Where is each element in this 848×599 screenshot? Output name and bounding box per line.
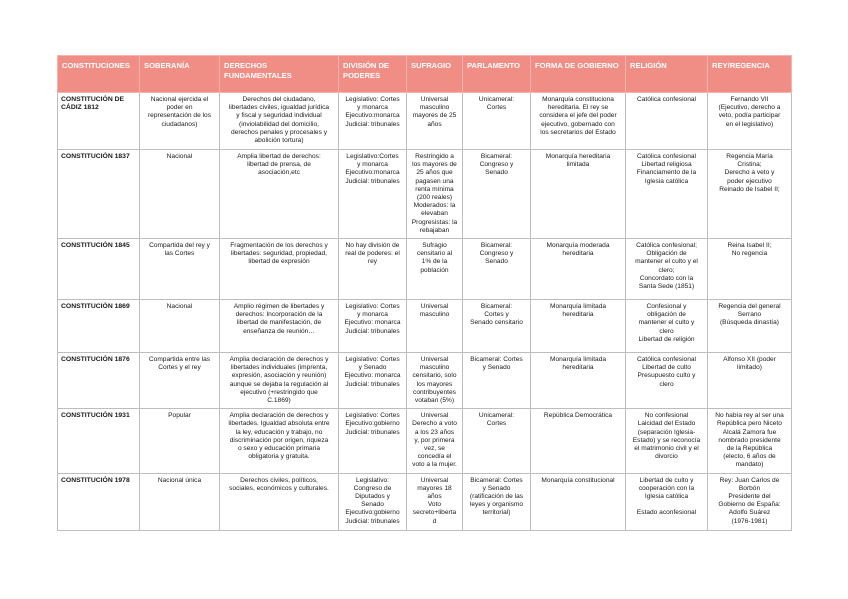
header-soberania: SOBERANÍA: [140, 56, 220, 93]
cell-soberania: Nacional: [140, 300, 220, 353]
cell-soberania: Nacional única: [140, 473, 220, 530]
table-row: [58, 473, 792, 530]
cell-parlamento: Unicameral: Cortes: [463, 93, 531, 150]
cell-rey: Reina Isabel II; No regencia: [708, 239, 792, 300]
cell-division: Legislativo: Cortes y monarca Ejecutivo: monarca Judicial: tribunales: [339, 300, 407, 353]
header-rey-regencia: REY/REGENCIA: [708, 56, 792, 93]
cell-soberania: Nacional ejercida el poder en representación de los ciudadanos): [140, 93, 220, 150]
cell-constitution: CONSTITUCIÓN 1869: [58, 300, 140, 353]
cell-forma-gobierno: Monarquía constitucional: [531, 473, 626, 530]
cell-forma-gobierno: Monarquía hereditaria limitada: [531, 150, 626, 239]
cell-religion: Confesional y obligación de mantener el culto y clero Libertad de religión: [626, 300, 708, 353]
table-row: [58, 353, 792, 409]
cell-sufragio: Restringido a los mayores de 25 años que pagasen una renta mínima (200 reales) Moderados: la elevaban Progresistas: la rebajaban: [407, 150, 463, 239]
cell-constitution: CONSTITUCIÓN 1931: [58, 409, 140, 473]
cell-division: Legislativo: Cortes Ejecutivo:gobierno Judicial: tribunales: [339, 409, 407, 473]
table-row: [58, 409, 792, 473]
cell-soberania: Compartida del rey y las Cortes: [140, 239, 220, 300]
cell-division: Legislativo: Congreso de Diputados y Senado Ejecutivo:gobierno Judicial: tribunales: [339, 473, 407, 530]
cell-rey: Fernando VII (Ejecutivo, derecho a veto, podía participar en el legislativo): [708, 93, 792, 150]
cell-sufragio: Universal mayores 18 años Voto secreto+liberta d: [407, 473, 463, 530]
cell-forma-gobierno: Monarquía limitada hereditaria: [531, 300, 626, 353]
cell-sufragio: Universal masculino censitario, solo los mayores contribuyentes votaban (5%): [407, 353, 463, 409]
cell-parlamento: Unicameral: Cortes: [463, 409, 531, 473]
cell-parlamento: Bicameral: Cortes y Senado (ratificación de las leyes y organismo territorial): [463, 473, 531, 530]
constitutions-table: [57, 55, 792, 531]
cell-constitution: CONSTITUCIÓN 1978: [58, 473, 140, 530]
table-row: [58, 239, 792, 300]
cell-rey: No había rey al ser una República pero Niceto Alcalá Zamora fue nombrado presidente de la República (electo, 6 años de mandato): [708, 409, 792, 473]
table-row: [58, 93, 792, 150]
header-sufragio: SUFRAGIO: [407, 56, 463, 93]
cell-constitution: CONSTITUCIÓN 1837: [58, 150, 140, 239]
cell-rey: Regencia del general Serrano (Búsqueda dinastía): [708, 300, 792, 353]
cell-rey: Regencia María Cristina; Derecho a veto y poder ejecutivo Reinado de Isabel II;: [708, 150, 792, 239]
cell-constitution: CONSTITUCIÓN DE CÁDIZ 1812: [58, 93, 140, 150]
cell-sufragio: Universal Derecho a voto a los 23 años y, por primera vez, se concedía el voto a la mujer.: [407, 409, 463, 473]
cell-sufragio: Universal masculino: [407, 300, 463, 353]
cell-derechos: Fragmentación de los derechos y libertades: seguridad, propiedad, libertad de expresión: [220, 239, 339, 300]
cell-sufragio: Sufragio censitario al 1% de la población: [407, 239, 463, 300]
cell-derechos: Amplia declaración de derechos y libertades individuales (imprenta, expresión, asociación y reunión) aunque se dejaba la regulación al ejecutivo (+restringido que C.1869): [220, 353, 339, 409]
cell-parlamento: Bicameral: Congreso y Senado: [463, 150, 531, 239]
cell-division: No hay división de real de poderes: el rey: [339, 239, 407, 300]
header-row: [58, 56, 792, 93]
header-division-poderes: DIVISIÓN DE PODERES: [339, 56, 407, 93]
cell-religion: Católica confesional: [626, 93, 708, 150]
cell-religion: Católica confesional Libertad de culto Presupuesto culto y clero: [626, 353, 708, 409]
cell-religion: Católica confesional Libertad religiosa Financiamento de la Iglesia católica: [626, 150, 708, 239]
cell-division: Legislativo:Cortes y monarca Ejecutivo:monarca Judicial: tribunales: [339, 150, 407, 239]
cell-forma-gobierno: Monarquía constituciona hereditaria. El rey se considera el jefe del poder ejecutivo, gobernado con los secretarios del Estado: [531, 93, 626, 150]
cell-religion: Católica confesional; Obligación de mantener el culto y el clero; Concordato con la Santa Sede (1851): [626, 239, 708, 300]
cell-derechos: Derechos del ciudadano, libertades civiles, igualdad jurídica y fiscal y seguridad individual (inviolabilidad del domicilio, derechos penales y procesales y abolición tortura): [220, 93, 339, 150]
cell-rey: Rey: Juan Carlos de Borbón Presidente del Gobierno de España: Adolfo Suárez (1976-1981): [708, 473, 792, 530]
cell-derechos: Amplia libertad de derechos: libertad de prensa, de asociación,etc: [220, 150, 339, 239]
cell-soberania: Compartida entre las Cortes y el rey: [140, 353, 220, 409]
cell-religion: No confesional Laicidad del Estado (separación Iglesia- Estado) y se reconocía el matrimonio civil y el divorcio: [626, 409, 708, 473]
cell-division: Legislativo: Cortes y Senado Ejecutivo: monarca Judicial: tribunales: [339, 353, 407, 409]
cell-derechos: Derechos civiles, políticos, sociales, económicos y culturales.: [220, 473, 339, 530]
cell-soberania: Popular: [140, 409, 220, 473]
header-forma-gobierno: FORMA DE GOBIERNO: [531, 56, 626, 93]
header-parlamento: PARLAMENTO: [463, 56, 531, 93]
header-constituciones: CONSTITUCIONES: [58, 56, 140, 93]
header-derechos: DERECHOS FUNDAMENTALES: [220, 56, 339, 93]
constitutions-table-wrapper: [57, 55, 791, 531]
cell-constitution: CONSTITUCIÓN 1845: [58, 239, 140, 300]
cell-derechos: Amplia declaración de derechos y libertades. Igualdad absoluta entre la ley, educación y trabajo, no discriminación por origen, riqueza o sexo y educación primaria obligatoria y gratuita.: [220, 409, 339, 473]
cell-soberania: Nacional: [140, 150, 220, 239]
cell-derechos: Amplio régimen de libertades y derechos: Incorporación de la libertad de manifestación, de enseñanza de reunión…: [220, 300, 339, 353]
cell-forma-gobierno: Monarquía moderada hereditaria: [531, 239, 626, 300]
cell-constitution: CONSTITUCIÓN 1876: [58, 353, 140, 409]
cell-rey: Alfonso XII (poder limitado): [708, 353, 792, 409]
cell-forma-gobierno: República Democrática: [531, 409, 626, 473]
cell-sufragio: Universal masculino mayores de 25 años: [407, 93, 463, 150]
header-religion: RELIGIÓN: [626, 56, 708, 93]
cell-forma-gobierno: Monarquía limitada hereditaria: [531, 353, 626, 409]
table-row: [58, 300, 792, 353]
table-row: [58, 150, 792, 239]
cell-parlamento: Bicameral: Congreso y Senado: [463, 239, 531, 300]
cell-religion: Libertad de culto y cooperación con la Iglesia católica Estado aconfesional: [626, 473, 708, 530]
cell-parlamento: Bicameral: Cortes y Senado censitario: [463, 300, 531, 353]
cell-parlamento: Bicameral: Cortes y Senado: [463, 353, 531, 409]
cell-division: Legislativo: Cortes y monarca Ejecutivo:monarca Judicial: tribunales: [339, 93, 407, 150]
